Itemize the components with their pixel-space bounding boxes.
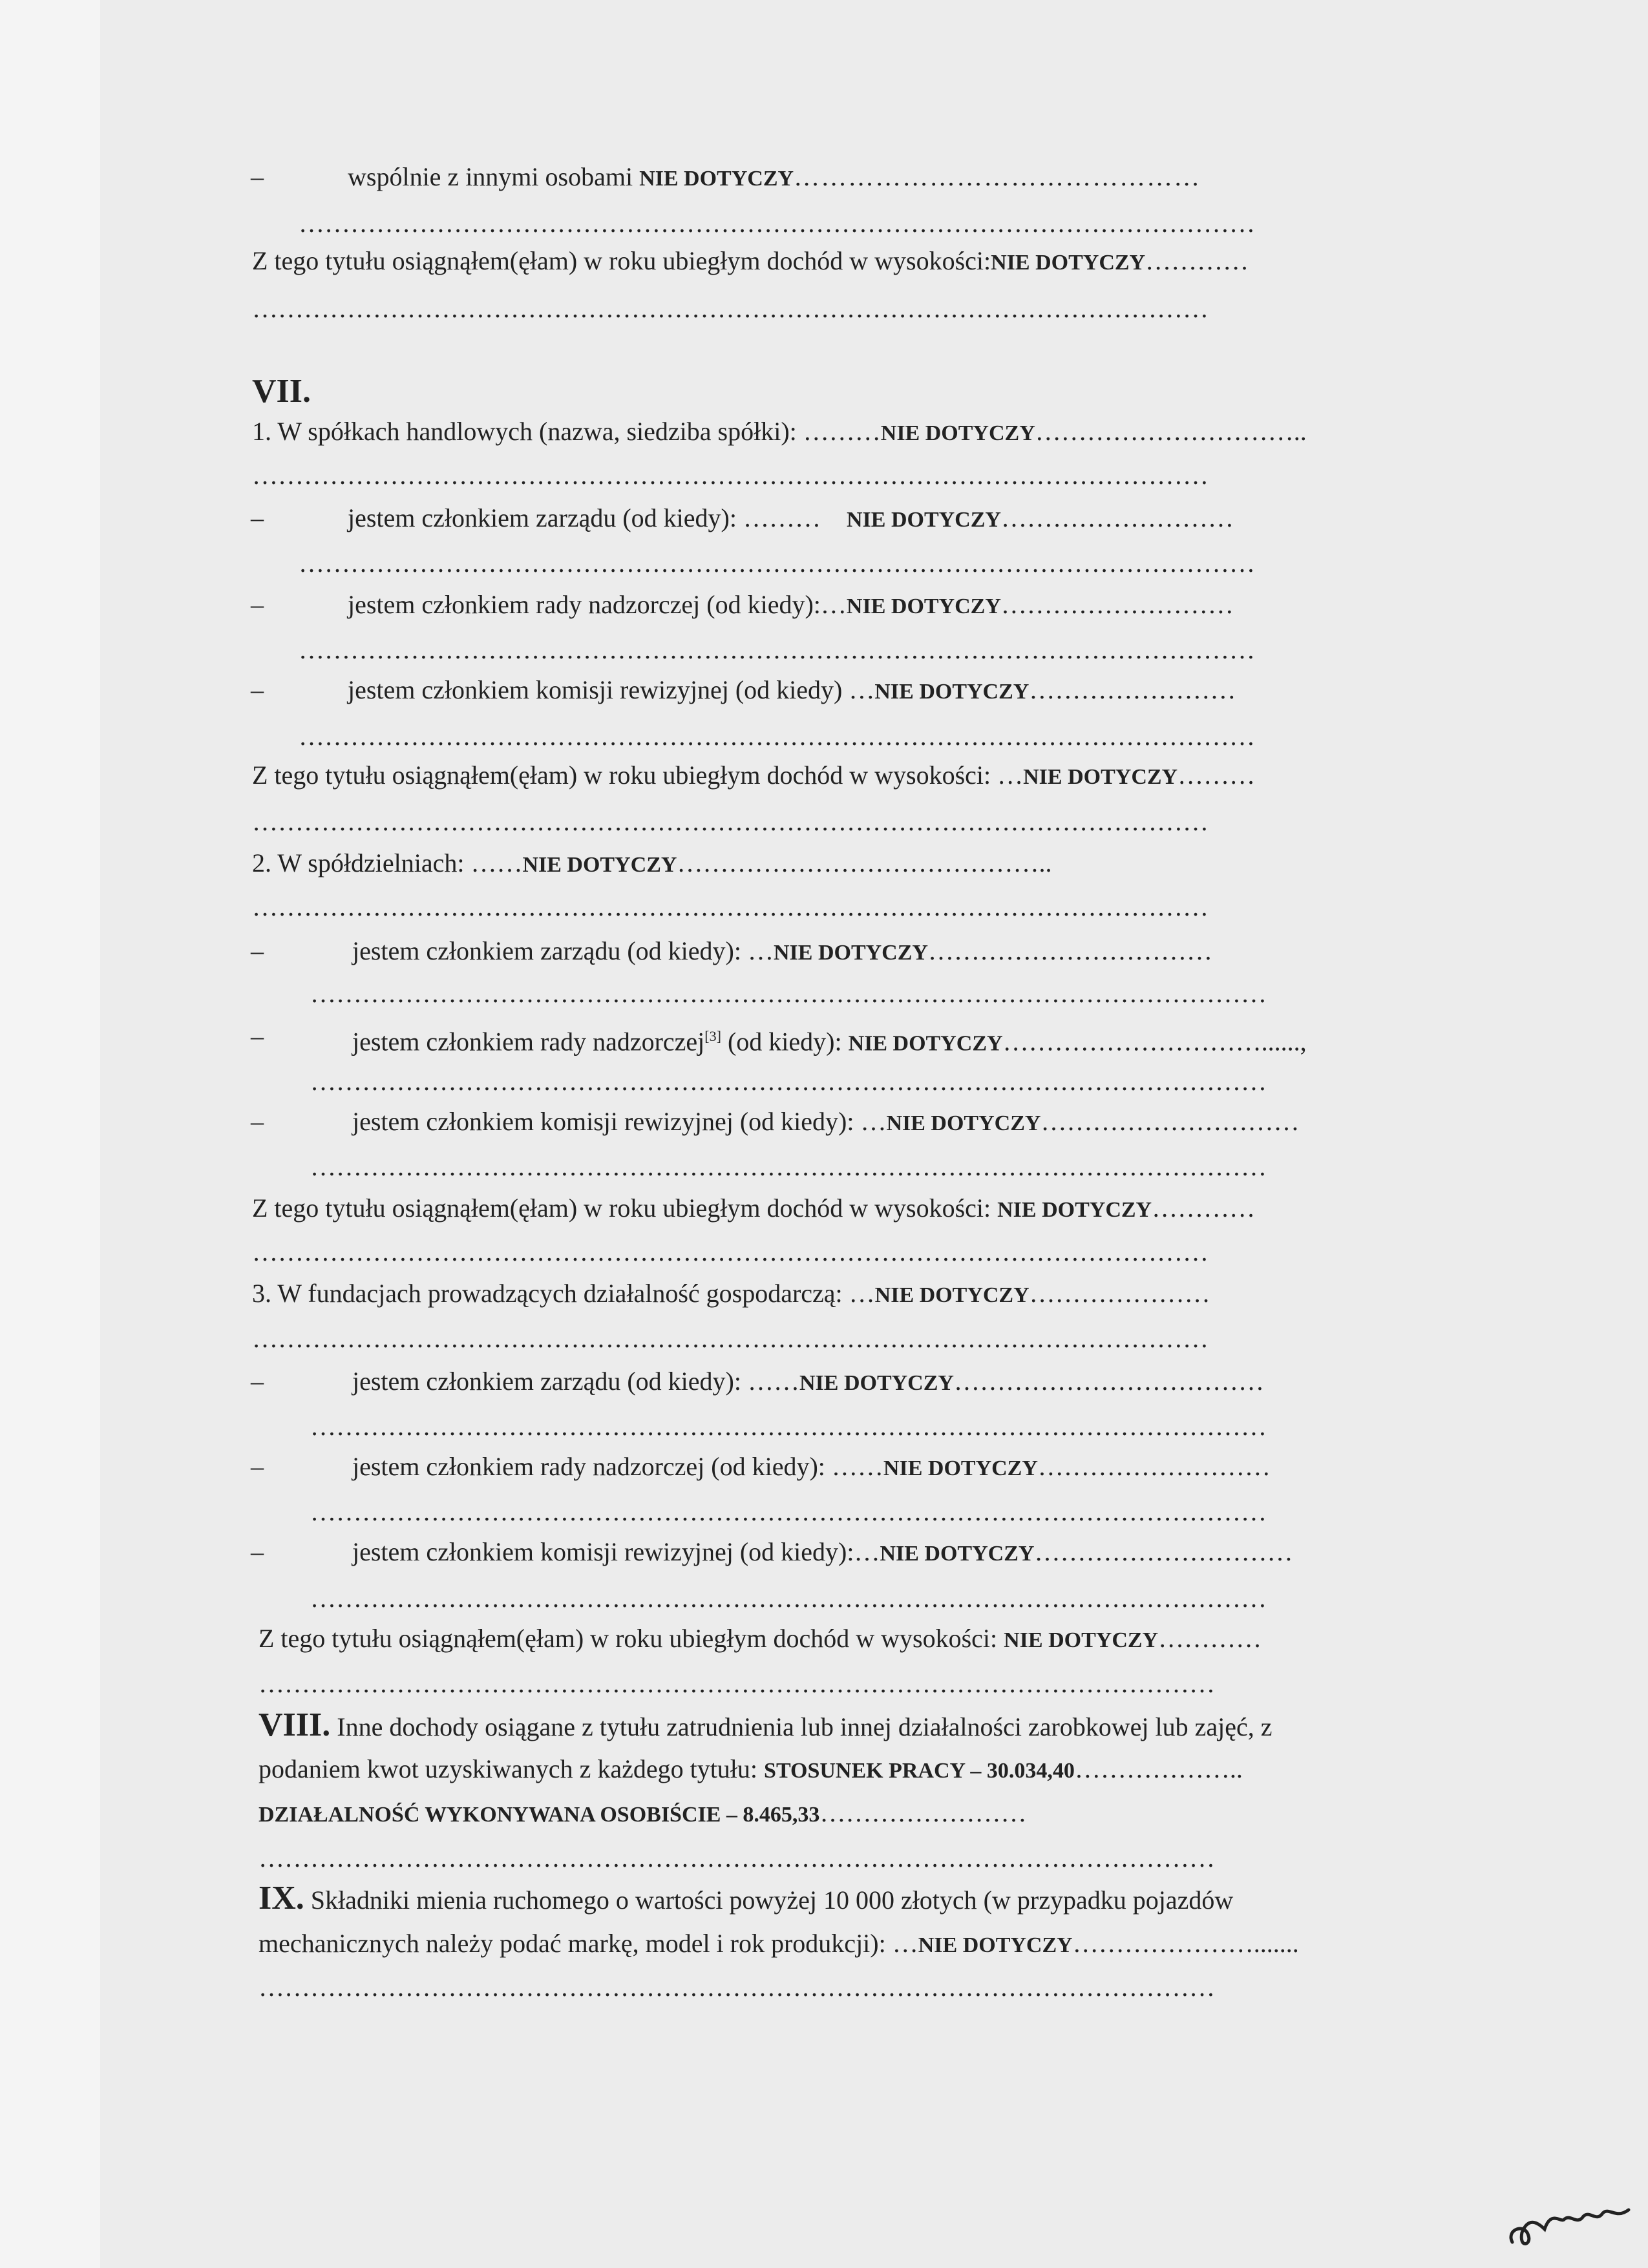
supervisory-line: jestem członkiem rady nadzorczej (od kiedy): ……NIE DOTYCZY……………………… [352,1452,1271,1481]
joint-line [348,162,1201,194]
board-line: jestem członkiem zarządu (od kiedy): ……NIE DOTYCZY……………………………… [352,1367,1264,1396]
dotted-line: ………………………………………………………………………………………………… [259,1843,1215,1873]
dotted-fill: ……………………………………… [794,162,1201,191]
dotted-line: ………………………………………………………………………………………………… [310,1067,1267,1096]
dotted-line: ………………………………………………………………………………………………… [299,209,1255,238]
dotted-line: ………………………………………………………………………………………………… [252,1324,1209,1353]
dotted-line: ………………………………………………………………………………………………… [310,1584,1267,1613]
dotted-line: ………………………………………………………………………………………………… [310,1497,1267,1526]
dotted-line: ………………………………………………………………………………………………… [252,294,1209,323]
dotted-line: ………………………………………………………………………………………………… [310,979,1267,1008]
audit-line: jestem członkiem komisji rewizyjnej (od kiedy) …NIE DOTYCZY…………………… [348,675,1236,704]
dotted-line: ………………………………………………………………………………………………… [259,1669,1215,1698]
dotted-line: ………………………………………………………………………………………………… [299,549,1255,578]
label: wspólnie z innymi osobami [348,162,640,191]
dotted-line: ………………………………………………………………………………………………… [252,892,1209,921]
supervisory-line: jestem członkiem rady nadzorczej (od kiedy):…NIE DOTYCZY……………………… [348,590,1234,619]
audit-line: jestem członkiem komisji rewizyjnej (od kiedy):…NIE DOTYCZY………………………… [352,1537,1293,1566]
dotted-line: ………………………………………………………………………………………………… [310,1412,1267,1441]
income-line: Z tego tytułu osiągnąłem(ęłam) w roku ubiegłym dochód w wysokości: NIE DOTYCZY………… [252,1193,1256,1223]
supervisory-line: jestem członkiem rady nadzorczej[3] (od kiedy): NIE DOTYCZY…………………………......, [352,1027,1307,1056]
dotted-line: ………………………………………………………………………………………………… [252,461,1209,490]
section-viii-line-3: DZIAŁALNOŚĆ WYKONYWANA OSOBIŚCIE – 8.465,33…………………… [259,1798,1027,1827]
dotted-line: ………………………………………………………………………………………………… [252,807,1209,836]
value: NIE DOTYCZY [639,167,794,191]
foundations-line: 3. W fundacjach prowadzących działalność gospodarczą: …NIE DOTYCZY………………… [252,1279,1210,1308]
dotted-line: ………………………………………………………………………………………………… [299,635,1255,664]
section-viii-heading: VIII. [259,1706,331,1743]
footnote-ref: [3] [704,1028,721,1044]
audit-line: jestem członkiem komisji rewizyjnej (od kiedy): …NIE DOTYCZY………………………… [352,1107,1300,1136]
income-line: Z tego tytułu osiągnąłem(ęłam) w roku ubiegłym dochód w wysokości: …NIE DOTYCZY……… [252,761,1256,790]
board-line: jestem członkiem zarządu (od kiedy): ……… NIE DOTYCZY……………………… [348,503,1234,532]
signature-mark [1499,2184,1642,2255]
dotted-line: ………………………………………………………………………………………………… [299,722,1255,751]
section-viii-line: VIII. Inne dochody osiągane z tytułu zatrudnienia lub innej działalności zarobkowej lub zajęć, z [259,1706,1273,1743]
section-vii-heading: VII. [252,373,312,410]
companies-line: 1. W spółkach handlowych (nazwa, siedziba spółki): ………NIE DOTYCZY………………………….. [252,417,1307,446]
dotted-line: ………………………………………………………………………………………………… [259,1973,1215,2002]
income-line: Z tego tytułu osiągnąłem(ęłam) w roku ubiegłym dochód w wysokości:NIE DOTYCZY………… [252,246,1249,275]
section-ix-line: IX. Składniki mienia ruchomego o wartości powyżej 10 000 złotych (w przypadku pojazdów [259,1880,1234,1916]
list-dash: – [251,162,264,191]
section-ix-heading: IX. [259,1880,304,1916]
section-ix-line-2: mechanicznych należy podać markę, model i rok produkcji): …NIE DOTYCZY…………………....... [259,1929,1299,1958]
cooperatives-line: 2. W spółdzielniach: ……NIE DOTYCZY…………………………………….. [252,848,1052,877]
dotted-line: ………………………………………………………………………………………………… [252,1237,1209,1266]
dotted-line: ………………………………………………………………………………………………… [310,1152,1267,1181]
board-line: jestem członkiem zarządu (od kiedy): …NIE DOTYCZY…………………………… [352,936,1212,965]
income-line: Z tego tytułu osiągnąłem(ęłam) w roku ubiegłym dochód w wysokości: NIE DOTYCZY………… [259,1624,1262,1653]
section-viii-line-2: podaniem kwot uzyskiwanych z każdego tytułu: STOSUNEK PRACY – 30.034,40……………….. [259,1754,1243,1783]
